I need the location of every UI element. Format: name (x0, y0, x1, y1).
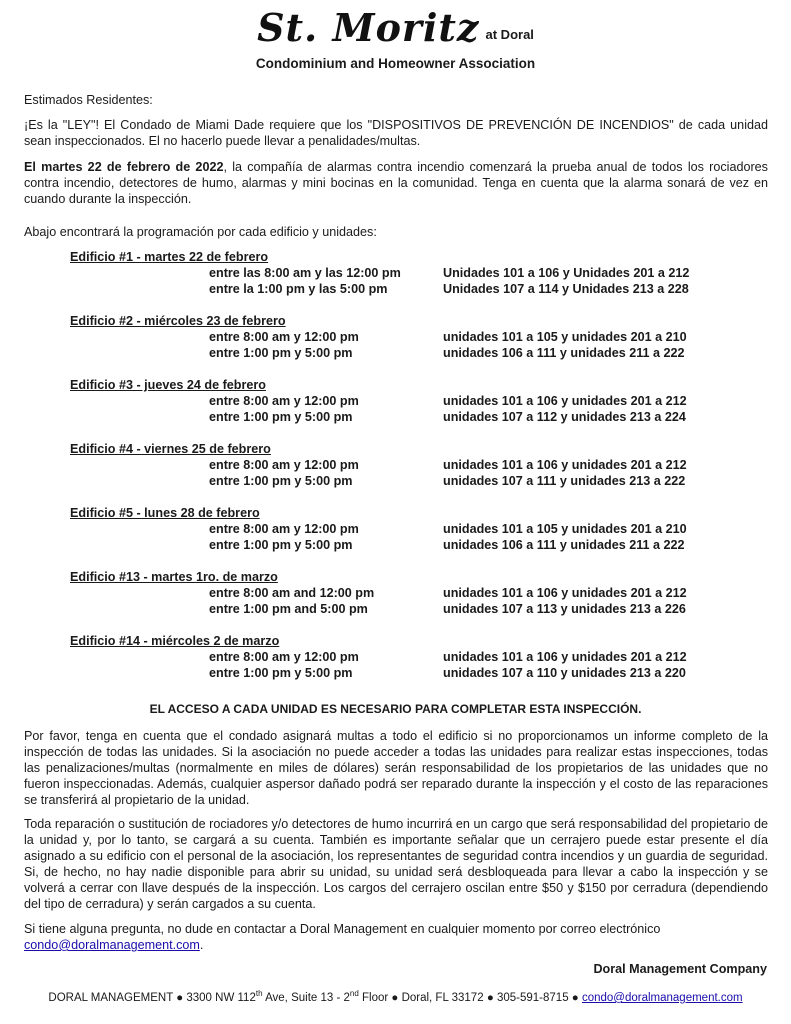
schedule-intro-text: Abajo encontrará la programación por cada edificio y unidades: (24, 225, 377, 239)
logo-text: St. Moritz (257, 5, 480, 50)
bullet-icon: ● (486, 992, 494, 1004)
building-title: Edificio #3 - jueves 24 de febrero (70, 378, 266, 392)
slot-time: entre 1:00 pm and 5:00 pm (209, 602, 368, 616)
building-schedule (70, 377, 750, 425)
slot-units: unidades 101 a 106 y unidades 201 a 212 (443, 394, 687, 408)
letterhead (0, 6, 791, 71)
contact-paragraph (24, 921, 768, 953)
contact-end: . (199, 938, 204, 952)
repairs-text: Toda reparación o sustitución de rociadores y/o detectores de humo incurrirá en un cargo que será responsabilidad del propietario de la unidad y, por lo tanto, se cargará a su cuenta. También es importante señalar que un cerrajero puede estar presente el día asignado a su edificio con el personal de la asociación, los representantes de seguridad contra incendios y un guardia de seguridad. Si, de hecho, no hay nadie disponible para abrir su unidad, su unidad será desbloqueada para llevar a cabo la inspección y se volverá a cerrar con llave después de la inspección. Los cargos del cerrajero oscilan entre $50 y $150 por cerradura (dependiendo del tipo de cerradura) y serán cargados a su cuenta. (24, 817, 768, 911)
time-slot-row (70, 521, 750, 537)
bullet-icon: ● (391, 992, 399, 1004)
slot-time: entre 8:00 am y 12:00 pm (209, 650, 359, 664)
test-date-rest: , la compañía de alarmas contra incendio comenzará la prueba anual de todos los rociadores contra incendio, detectores de humo, alarmas y mini bocinas en la comunidad. Tenga en cuenta que la alarma sonará de vez en cuando durante la inspección. (24, 160, 768, 206)
slot-time: entre 1:00 pm y 5:00 pm (209, 474, 353, 488)
time-slot-row (70, 329, 750, 345)
association-subtitle: Condominium and Homeowner Association (255, 56, 536, 71)
footer (0, 989, 791, 1004)
slot-time: entre 1:00 pm y 5:00 pm (209, 538, 353, 552)
time-slot-row (70, 345, 750, 361)
slot-units: unidades 107 a 112 y unidades 213 a 224 (443, 410, 686, 424)
slot-units: unidades 106 a 111 y unidades 211 a 222 (443, 346, 685, 360)
building-title: Edificio #1 - martes 22 de febrero (70, 250, 269, 264)
greeting (24, 92, 768, 108)
slot-units: unidades 101 a 105 y unidades 201 a 210 (443, 330, 687, 344)
time-slot-row (70, 457, 750, 473)
bullet-icon: ● (176, 992, 184, 1004)
footer-email-link[interactable]: condo@doralmanagement.com (581, 992, 743, 1004)
test-date-bold: El martes 22 de febrero de 2022 (24, 160, 224, 174)
buildings-list (70, 249, 750, 681)
footer-city: Doral, FL 33172 (401, 992, 484, 1004)
time-slot-row (70, 265, 750, 281)
time-slot-row (70, 537, 750, 553)
time-slot-row (70, 281, 750, 297)
building-schedule (70, 441, 750, 489)
logo (0, 6, 791, 50)
slot-time: entre 1:00 pm y 5:00 pm (209, 346, 353, 360)
slot-time: entre 8:00 am y 12:00 pm (209, 522, 359, 536)
building-schedule (70, 313, 750, 361)
signature: Doral Management Company (593, 962, 767, 976)
time-slot-row (70, 649, 750, 665)
access-notice: EL ACCESO A CADA UNIDAD ES NECESARIO PARA COMPLETAR ESTA INSPECCIÓN. (149, 702, 642, 716)
slot-time: entre la 1:00 pm y las 5:00 pm (209, 282, 388, 296)
slot-units: unidades 107 a 111 y unidades 213 a 222 (443, 474, 686, 488)
slot-units: unidades 101 a 106 y unidades 201 a 212 (443, 586, 687, 600)
slot-units: Unidades 101 a 106 y Unidades 201 a 212 (443, 266, 690, 280)
schedule-intro (24, 224, 768, 240)
building-schedule (70, 505, 750, 553)
building-title: Edificio #5 - lunes 28 de febrero (70, 506, 260, 520)
time-slot-row (70, 409, 750, 425)
slot-time: entre 8:00 am y 12:00 pm (209, 458, 359, 472)
time-slot-row (70, 473, 750, 489)
intro-paragraph (24, 117, 768, 149)
time-slot-row (70, 585, 750, 601)
footer-company: DORAL MANAGEMENT (48, 992, 174, 1004)
slot-units: unidades 107 a 110 y unidades 213 a 220 (443, 666, 686, 680)
slot-units: unidades 101 a 105 y unidades 201 a 210 (443, 522, 687, 536)
building-title: Edificio #2 - miércoles 23 de febrero (70, 314, 286, 328)
fines-text: Por favor, tenga en cuenta que el condado asignará multas a todo el edificio si no proporcionamos un informe completo de la inspección de todas las unidades. Si la asociación no puede acceder a todas las unidades para realizar estas inspecciones, todas las penalizaciones/multas (normalmente en miles de dólares) serán responsabilidad de los propietarios de las unidades que no fueron inspeccionadas. Además, cualquier aspersor dañado podrá ser reparado durante la inspección y el costo de las reparaciones se transferirá al propietario de la unidad. (24, 729, 768, 807)
building-title: Edificio #13 - martes 1ro. de marzo (70, 570, 278, 584)
slot-time: entre 1:00 pm y 5:00 pm (209, 666, 353, 680)
time-slot-row (70, 393, 750, 409)
contact-text: Si tiene alguna pregunta, no dude en contactar a Doral Management en cualquier momento por correo electrónico (24, 922, 661, 936)
slot-time: entre 1:00 pm y 5:00 pm (209, 410, 353, 424)
greeting-text: Estimados Residentes: (24, 93, 153, 107)
contact-email-link[interactable]: condo@doralmanagement.com (24, 938, 200, 952)
building-schedule (70, 569, 750, 617)
repairs-paragraph (24, 816, 768, 912)
footer-phone: 305-591-8715 (496, 992, 569, 1004)
logo-suffix: at Doral (485, 27, 534, 42)
intro-text: ¡Es la "LEY"! El Condado de Miami Dade requiere que los "DISPOSITIVOS DE PREVENCIÓN DE INCENDIOS" de cada unidad sean inspeccionados. El no hacerlo puede llevar a penalidades/multas. (24, 118, 768, 148)
slot-time: entre 8:00 am y 12:00 pm (209, 330, 359, 344)
slot-time: entre 8:00 am y 12:00 pm (209, 394, 359, 408)
building-schedule (70, 633, 750, 681)
fines-paragraph (24, 728, 768, 808)
slot-units: Unidades 107 a 114 y Unidades 213 a 228 (443, 282, 689, 296)
time-slot-row (70, 601, 750, 617)
slot-units: unidades 101 a 106 y unidades 201 a 212 (443, 458, 687, 472)
building-title: Edificio #14 - miércoles 2 de marzo (70, 634, 280, 648)
slot-units: unidades 107 a 113 y unidades 213 a 226 (443, 602, 686, 616)
bullet-icon: ● (571, 992, 579, 1004)
slot-units: unidades 106 a 111 y unidades 211 a 222 (443, 538, 685, 552)
building-schedule (70, 249, 750, 297)
slot-time: entre 8:00 am and 12:00 pm (209, 586, 375, 600)
inspection-schedule (70, 249, 750, 697)
slot-units: unidades 101 a 106 y unidades 201 a 212 (443, 650, 687, 664)
slot-time: entre las 8:00 am y las 12:00 pm (209, 266, 401, 280)
test-date-paragraph (24, 159, 768, 207)
time-slot-row (70, 665, 750, 681)
footer-address: 3300 NW 112th Ave, Suite 13 - 2nd Floor (186, 989, 389, 1004)
building-title: Edificio #4 - viernes 25 de febrero (70, 442, 271, 456)
